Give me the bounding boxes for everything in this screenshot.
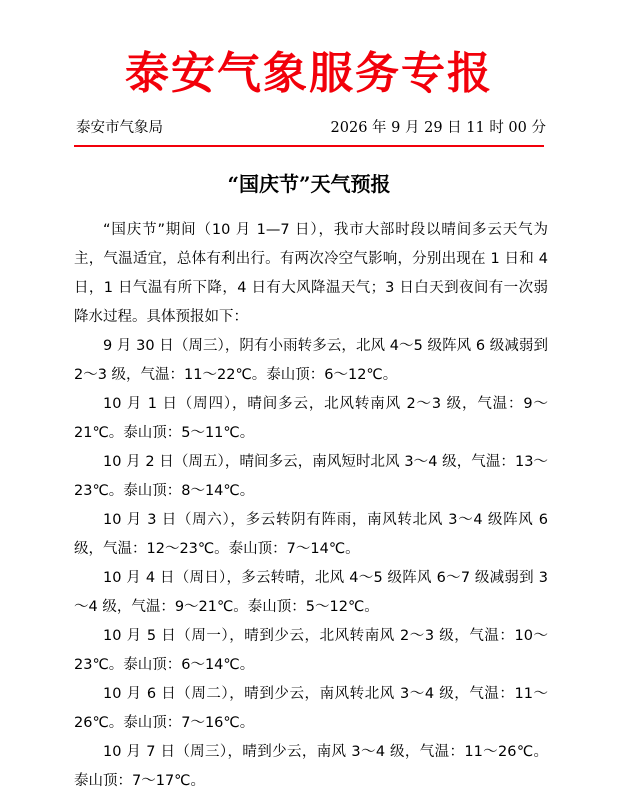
intro-paragraph: “国庆节”期间（10 月 1—7 日），我市大部时段以晴间多云天气为主，气温适宜，总体有利出行。有两次冷空气影响，分别出现在 1 日和 4 日，1 日气温有所下降，4 日有大风降温天气；3 日白天到夜间有一次弱降水过程。具体预报如下：	[74, 222, 548, 325]
forecast-oct-3: 10 月 3 日（周六），多云转阴有阵雨，南风转北风 3～4 级阵风 6 级，气温：12～23℃。泰山顶：7～14℃。	[74, 512, 548, 557]
issue-time: 2026 年 9 月 29 日 11 时 00 分	[330, 120, 546, 136]
issuer-name: 泰安市气象局	[76, 120, 163, 136]
forecast-oct-1: 10 月 1 日（周四），晴间多云，北风转南风 2～3 级，气温：9～21℃。泰山顶：5～11℃。	[74, 396, 548, 441]
forecast-sep-30: 9 月 30 日（周三），阴有小雨转多云，北风 4～5 级阵风 6 级减弱到 2～3 级，气温：11～22℃。泰山顶：6～12℃。	[74, 338, 548, 383]
forecast-oct-7: 10 月 7 日（周三），晴到少云，南风 3～4 级，气温：11～26℃。泰山顶：7～17℃。	[74, 744, 548, 789]
document-title: “国庆节”天气预报	[227, 172, 391, 196]
forecast-oct-4: 10 月 4 日（周日），多云转晴，北风 4～5 级阵风 6～7 级减弱到 3～4 级，气温：9～21℃。泰山顶：5～12℃。	[74, 570, 548, 615]
masthead-title: 泰安气象服务专报	[125, 48, 493, 99]
red-divider	[74, 145, 544, 147]
forecast-oct-5: 10 月 5 日（周一），晴到少云，北风转南风 2～3 级，气温：10～23℃。泰山顶：6～14℃。	[74, 628, 548, 673]
forecast-oct-6: 10 月 6 日（周二），晴到少云，南风转北风 3～4 级，气温：11～26℃。泰山顶：7～16℃。	[74, 686, 548, 731]
document-body	[74, 216, 548, 796]
forecast-oct-2: 10 月 2 日（周五），晴间多云，南风短时北风 3～4 级，气温：13～23℃。泰山顶：8～14℃。	[74, 454, 548, 499]
